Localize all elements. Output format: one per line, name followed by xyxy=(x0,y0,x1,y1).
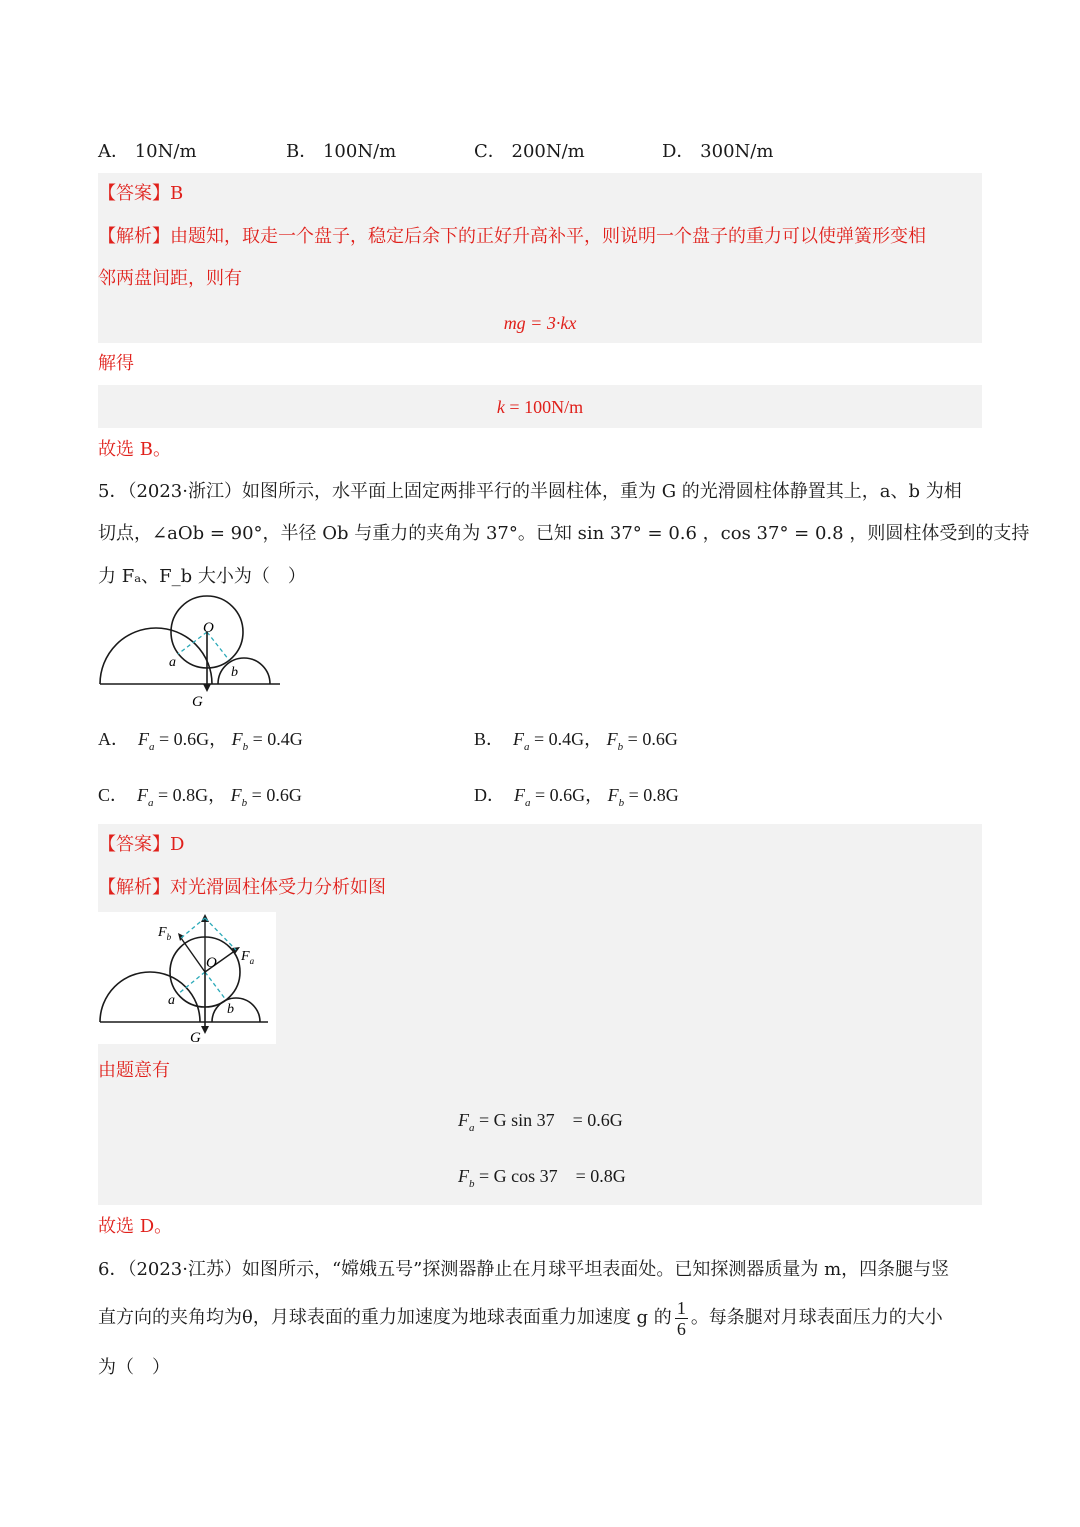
q5-intent-text: 由题意有 xyxy=(98,1060,170,1081)
q4-option-c: C． 200N/m xyxy=(474,141,585,162)
q4-option-b: B． 100N/m xyxy=(286,141,397,162)
q4-solve-text: 解得 xyxy=(98,353,134,374)
gravity-arrowhead xyxy=(203,684,211,692)
fb-arrow xyxy=(181,938,205,972)
q5-option-d: D． $F_a = 0.6G$， $F_b = 0.8G$ xyxy=(474,785,679,809)
one-sixth-fraction: $\frac{1}{6}$ xyxy=(676,1297,686,1339)
parallelogram-side-2 xyxy=(205,918,236,950)
q5-stem-line2: 切点，∠aOb = 90°，半径 Ob 与重力的夹角为 37°。已知 sin 37° = 0.6 ，cos 37° = 0.8 ，则圆柱体受到的支持 xyxy=(98,523,1030,544)
label-fb: $F_b$ xyxy=(158,925,172,942)
q4-answer: 【答案】B xyxy=(98,183,184,204)
q5-stem-line3: 力 Fₐ、F_b 大小为（ ） xyxy=(98,566,306,587)
q6-stem-line3: 为（ ） xyxy=(98,1357,170,1378)
label-a: a xyxy=(168,993,175,1008)
label-b: b xyxy=(227,1002,234,1017)
q5-analysis: 【解析】对光滑圆柱体受力分析如图 xyxy=(98,877,386,898)
label-o: O xyxy=(206,955,217,971)
q5-equation-2: $F_b = G$ cos 37 = 0.8G xyxy=(458,1166,626,1190)
right-half-cylinder xyxy=(212,998,260,1022)
radius-ob xyxy=(205,972,226,1000)
q5-option-c: C． $F_a = 0.8G$， $F_b = 0.6G$ xyxy=(98,785,302,809)
q5-option-a: A． $F_a = 0.6G$， $F_b = 0.4G$ xyxy=(98,729,303,753)
q4-equation-2: k = 100N/m xyxy=(496,397,584,417)
q5-equation-1: $F_a = G$ sin 37 = 0.6G xyxy=(458,1110,623,1134)
q4-analysis-line1: 【解析】由题知，取走一个盘子，稳定后余下的正好升高补平，则说明一个盘子的重力可以使弹簧形变相 xyxy=(98,226,926,247)
q5-stem-line1: 5．（2023·浙江）如图所示，水平面上固定两排平行的半圆柱体，重为 G 的光滑圆柱体静置其上，a、b 为相 xyxy=(98,481,962,502)
label-g: G xyxy=(192,694,203,710)
left-half-cylinder xyxy=(100,972,200,1022)
parallelogram-side-1 xyxy=(181,918,205,938)
q4-equation-1: mg = 3·kx xyxy=(503,313,577,333)
label-fa: $F_a$ xyxy=(241,949,255,966)
q6-stem-line2: 直方向的夹角均为θ，月球表面的重力加速度为地球表面重力加速度 g 的 $\frac{1}{6}$ 。每条腿对月球表面压力的大小 xyxy=(98,1297,943,1339)
q4-option-d: D． 300N/m xyxy=(662,141,774,162)
q6-stem-line1: 6．（2023·江苏）如图所示，“嫦娥五号”探测器静止在月球平坦表面处。已知探测器质量为 m，四条腿与竖 xyxy=(98,1259,950,1280)
gravity-arrowhead xyxy=(201,1026,209,1034)
q5-conclusion: 故选 D。 xyxy=(98,1216,173,1237)
label-o: O xyxy=(203,620,214,636)
label-b: b xyxy=(231,665,238,680)
left-half-cylinder xyxy=(100,628,212,684)
q4-conclusion: 故选 B。 xyxy=(98,439,171,460)
q4-analysis-line2: 邻两盘间距，则有 xyxy=(98,268,242,289)
q4-option-a: A． 10N/m xyxy=(98,141,197,162)
label-g: G xyxy=(190,1030,201,1044)
q5-answer: 【答案】D xyxy=(98,834,185,855)
q5-figure xyxy=(98,592,288,712)
q5-force-diagram xyxy=(98,912,276,1044)
radius-ob xyxy=(207,632,229,660)
q5-option-b: B． $F_a = 0.4G$， $F_b = 0.6G$ xyxy=(474,729,678,753)
label-a: a xyxy=(169,655,176,670)
